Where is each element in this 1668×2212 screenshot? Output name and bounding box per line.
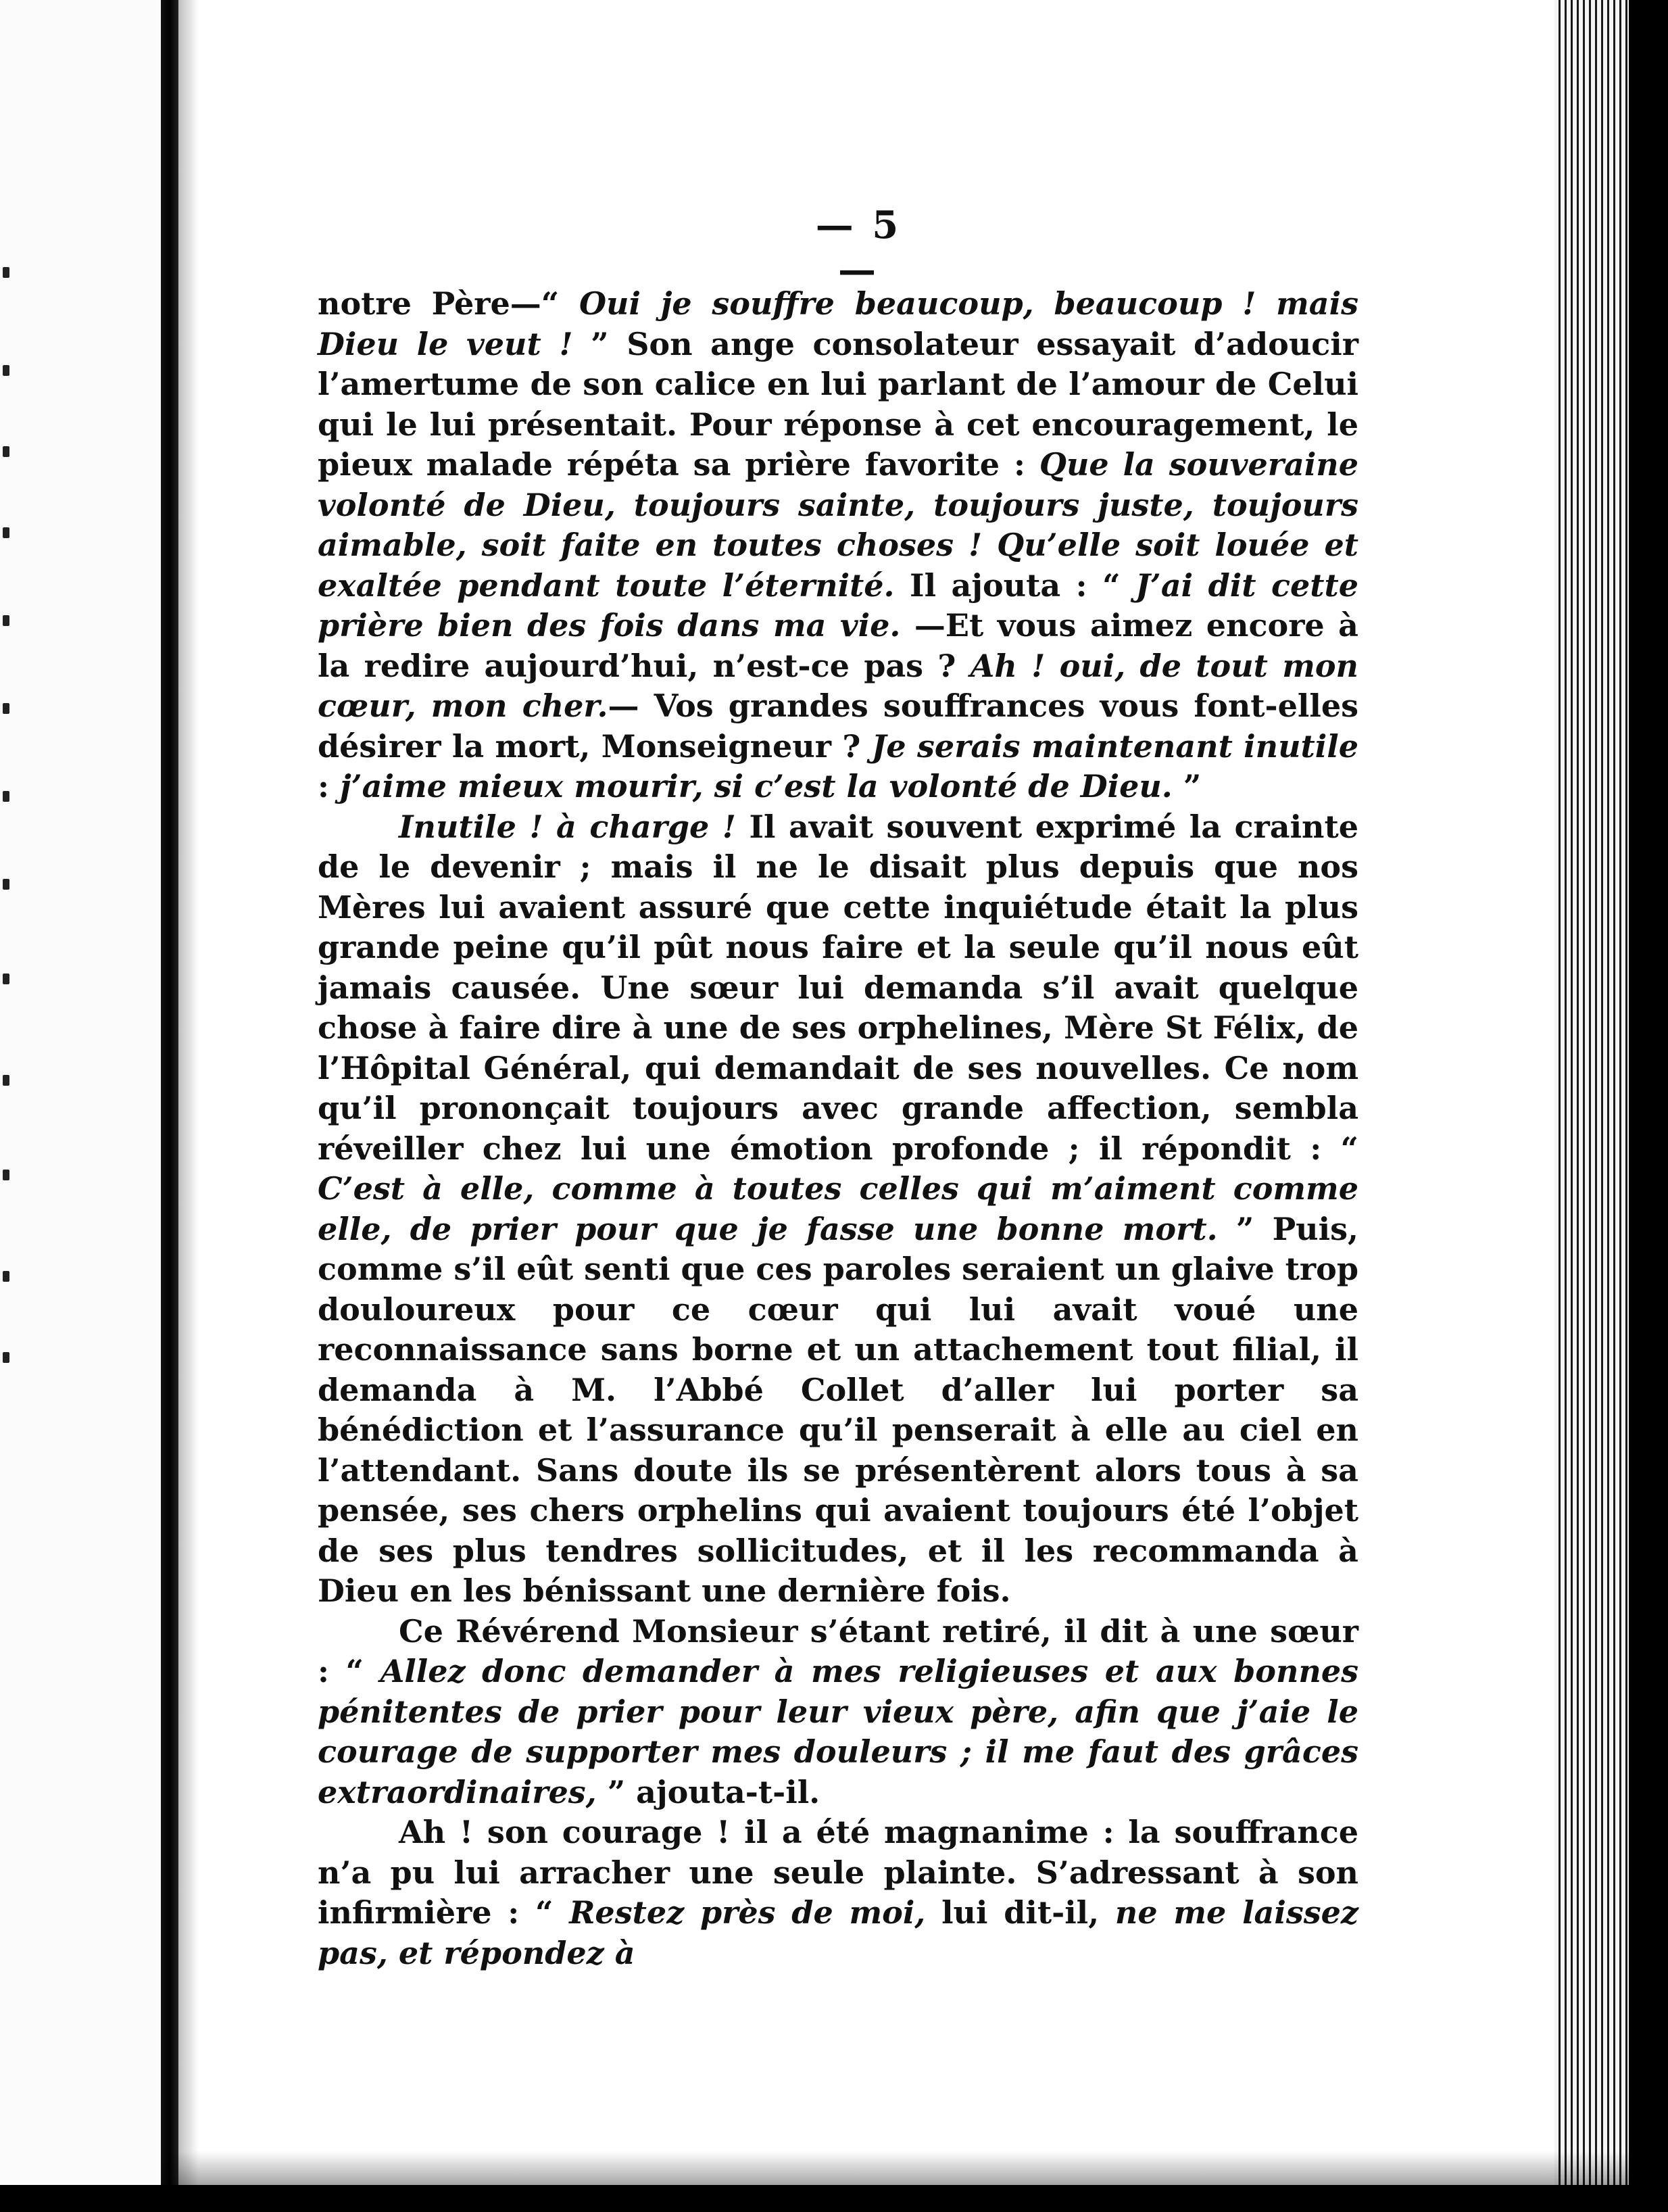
margin-mark xyxy=(3,615,9,626)
margin-mark xyxy=(3,527,9,538)
margin-mark xyxy=(3,1170,9,1180)
margin-mark xyxy=(3,879,9,890)
text-run: Ce Révérend Monsieur s’étant retiré, il dit à une sœur : “ xyxy=(318,1612,1358,1689)
italic-text: Oui je souffre beaucoup, beaucoup ! mais Dieu le veut ! xyxy=(318,285,1358,362)
italic-text: J’ai dit cette prière bien des fois dans ma vie. xyxy=(318,567,1358,644)
margin-mark xyxy=(3,267,9,278)
text-run: ” ajouta-t-il. xyxy=(596,1773,820,1810)
text-run: Il ajouta : “ xyxy=(894,567,1136,604)
margin-mark xyxy=(3,365,9,376)
italic-text: ne me laissez pas, et répondez à xyxy=(318,1894,1359,1971)
gutter-shadow xyxy=(178,0,199,2212)
bottom-shadow xyxy=(162,2151,1649,2185)
text-run: — Vos grandes souffrances vous font-elles désirer la mort, Monseigneur ? xyxy=(318,688,1359,765)
italic-text: C’est à elle, comme à toutes celles qui m’aiment comme elle, de prier pour que je fasse une bonne mort. xyxy=(318,1170,1358,1247)
paragraph xyxy=(318,1812,1358,1973)
margin-mark xyxy=(3,973,9,984)
page-number: — 5 — xyxy=(815,203,902,292)
margin-mark xyxy=(3,703,9,714)
text-run: : xyxy=(318,768,340,804)
italic-text: Allez donc demander à mes religieuses et aux bonnes pénitentes de prier pour leur vieux père, afin que j’aie le courage de supporter mes douleurs ; il me faut des grâces extraordinaires, xyxy=(318,1653,1358,1810)
italic-text: j’aime mieux mourir, si c’est la volonté de Dieu. xyxy=(340,768,1173,804)
italic-text: Que la souveraine volonté de Dieu, toujours sainte, toujours juste, toujours aimable, soit faite en toutes choses ! Qu’elle soit louée et exaltée pendant toute l’éternité. xyxy=(318,446,1358,604)
margin-mark xyxy=(3,791,9,802)
margin-mark xyxy=(3,1271,9,1282)
text-run: —Et vous aimez encore à la redire aujourd’hui, n’est-ce pas ? xyxy=(318,607,1358,684)
text-run: ” Son ange consolateur essayait d’adoucir l’amertume de son calice en lui parlant de l’amour de Celui qui le lui présentait. Pour réponse à cet encouragement, le pieux malade répéta sa prière favorite : xyxy=(318,325,1358,483)
text-run: ” xyxy=(1172,768,1202,804)
italic-text: Je serais maintenant inutile xyxy=(871,727,1358,765)
scan-border-bottom xyxy=(0,2185,1668,2212)
book-gutter xyxy=(161,0,178,2212)
margin-mark xyxy=(3,1075,9,1086)
paragraph xyxy=(318,807,1358,1612)
text-run: ” Puis, comme s’il eût senti que ces paroles seraient un glaive trop douloureux pour ce cœur qui lui avait voué une reconnaissance sans borne et un attachement tout filial, il demanda à M. l’Abbé Collet d’aller lui porter sa bénédiction et l’assurance qu’il penserait à elle au ciel en l’attendant. Sans doute ils se présentèrent alors tous à sa pensée, ses chers orphelins qui avaient toujours été l’objet de ses plus tendres sollicitudes, et il les recommanda à Dieu en les bénissant une dernière fois. xyxy=(318,1210,1358,1609)
paragraph xyxy=(318,284,1358,807)
italic-text: Inutile ! à charge ! xyxy=(399,808,736,845)
text-run: lui dit-il, xyxy=(925,1894,1115,1931)
scan-border-right xyxy=(1629,0,1668,2212)
margin-mark xyxy=(3,1352,9,1363)
left-page-edge xyxy=(0,0,161,2212)
text-run: Ah ! son courage ! il a été magnanime : la souffrance n’a pu lui arracher une seule plainte. S’adressant à son infirmière : “ xyxy=(318,1814,1358,1931)
text-run: Il avait souvent exprimé la crainte de le devenir ; mais il ne le disait plus depuis que nos Mères lui avaient assuré que cette inquiétude était la plus grande peine qu’il pût nous faire et la seule qu’il nous eût jamais causée. Une sœur lui demanda s’il avait quelque chose à faire dire à une de ses orphelines, Mère St Félix, de l’Hôpital Général, qui demandait de ses nouvelles. Ce nom qu’il prononçait toujours avec grande affection, sembla réveiller chez lui une émotion profonde ; il répondit : “ xyxy=(318,808,1359,1167)
body-text xyxy=(318,284,1358,1973)
italic-text: Restez près de moi, xyxy=(569,1894,926,1931)
margin-mark xyxy=(3,446,9,457)
italic-text: Ah ! oui, de tout mon cœur, mon cher. xyxy=(318,647,1358,724)
text-run: notre Père—“ xyxy=(318,285,579,322)
paragraph xyxy=(318,1612,1358,1813)
